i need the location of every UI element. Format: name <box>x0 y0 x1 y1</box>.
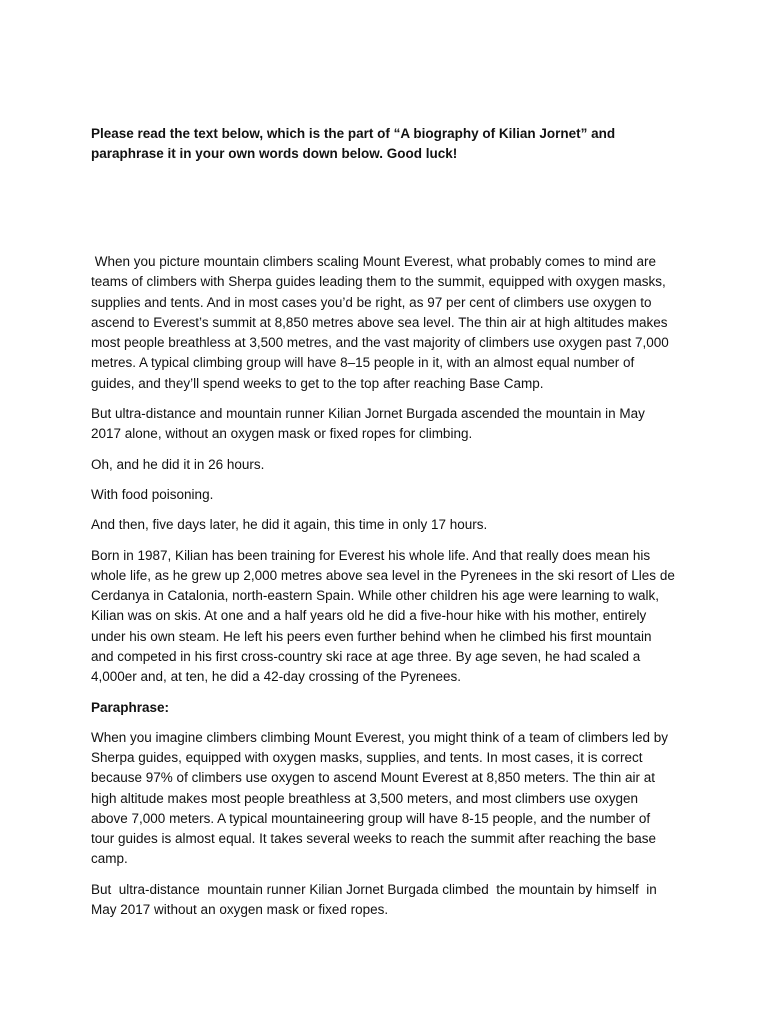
blank-space <box>91 164 677 252</box>
source-paragraph: And then, five days later, he did it again, this time in only 17 hours. <box>91 517 488 533</box>
document-body <box>91 124 677 930</box>
source-paragraph: But ultra-distance and mountain runner Kilian Jornet Burgada ascended the mountain in May 2017 alone, without an oxygen mask or fixed ropes for climbing. <box>91 406 645 442</box>
source-paragraph: Oh, and he did it in 26 hours. <box>91 456 265 472</box>
source-paragraph: Born in 1987, Kilian has been training for Everest his whole life. And that really does mean his whole life, as he grew up 2,000 metres above sea level in the Pyrenees in the ski resort of Lles de Cerdanya in Catalonia, north-eastern Spain. While other children his age were learning to walk, Kilian was on skis. At one and a half years old he did a five-hour hike with his mother, entirely under his own steam. He left his peers even further behind when he climbed his first mountain and competed in his first cross-country ski race at age three. By age seven, he had scaled a 4,000er and, at ten, he did a 42-day crossing of the Pyrenees. <box>91 547 675 685</box>
instructions-text: Please read the text below, which is the part of “A biography of Kilian Jornet” and paraphrase it in your own words down below. Good luck! <box>91 126 616 161</box>
paraphrase-heading: Paraphrase: <box>91 699 170 715</box>
source-paragraph: With food poisoning. <box>91 486 214 502</box>
paraphrase-paragraph: But ultra-distance mountain runner Kilian Jornet Burgada climbed the mountain by himself in May 2017 without an oxygen mask or fixed ropes. <box>91 881 661 918</box>
paraphrase-paragraph: When you imagine climbers climbing Mount Everest, you might think of a team of climbers led by Sherpa guides, equipped with oxygen masks, supplies, and tents. In most cases, it is correct because 97% of climbers use oxygen to ascend Mount Everest at 8,850 meters. The thin air at high altitude makes most people breathless at 3,500 meters, and most climbers use oxygen above 7,000 meters. A typical mountaineering group will have 8-15 people, and the number of tour guides is almost equal. It takes several weeks to reach the summit after reaching the base camp. <box>91 729 668 867</box>
source-paragraph: When you picture mountain climbers scaling Mount Everest, what probably comes to mind are teams of climbers with Sherpa guides leading them to the summit, equipped with oxygen masks, supplies and tents. And in most cases you’d be right, as 97 per cent of climbers use oxygen to ascend to Everest’s summit at 8,850 metres above sea level. The thin air at high altitudes makes most people breathless at 3,500 metres, and the vast majority of climbers use oxygen past 7,000 metres. A typical climbing group will have 8–15 people in it, with an almost equal number of guides, and they’ll spend weeks to get to the top after reaching Base Camp. <box>91 254 673 391</box>
